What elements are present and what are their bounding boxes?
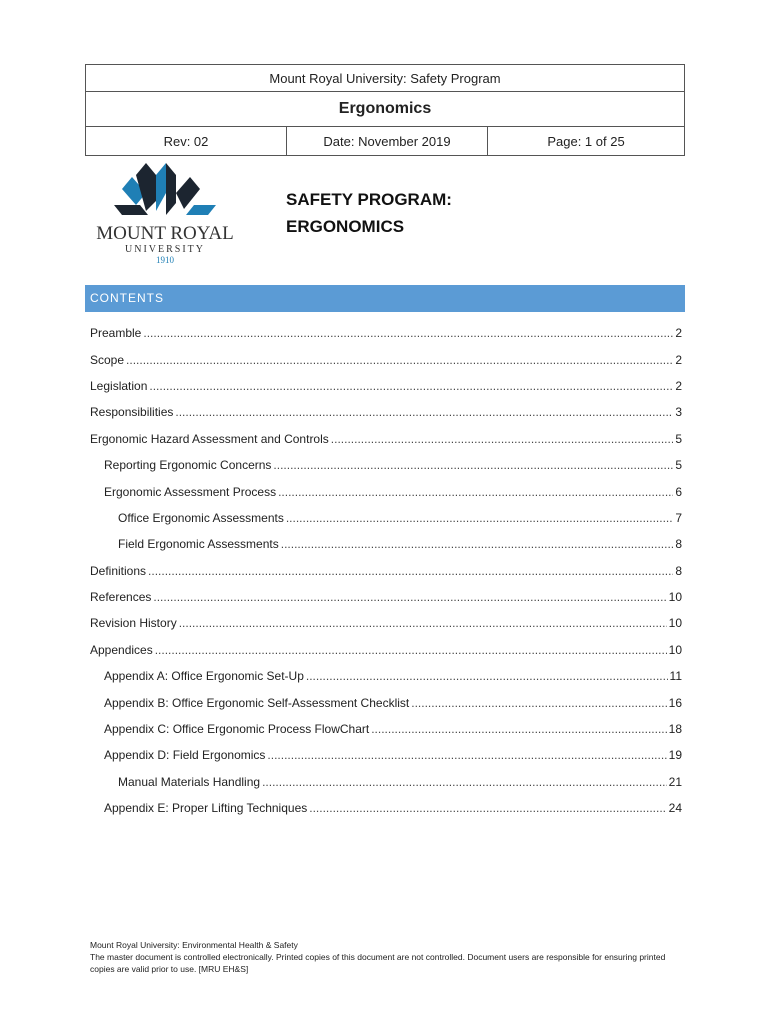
toc-entry[interactable] [90,478,682,504]
toc-label: Appendices [90,642,153,657]
toc-label: Appendix E: Proper Lifting Techniques [104,801,308,816]
toc-leader [306,669,668,683]
toc-page: 3 [675,405,682,420]
toc-label: Office Ergonomic Assessments [118,510,284,525]
toc-page: 11 [669,669,682,684]
toc-entry[interactable] [90,452,682,478]
toc-entry[interactable] [90,795,682,821]
toc-leader [155,643,667,657]
toc-leader [278,485,673,499]
toc-page: 5 [675,458,682,473]
toc-leader [331,432,674,446]
toc-label: Scope [90,352,125,367]
toc-leader [281,537,674,551]
toc-page: 7 [675,510,682,525]
toc-entry[interactable] [90,399,682,425]
toc-label: Appendix A: Office Ergonomic Set-Up [104,669,304,684]
title-line-1: SAFETY PROGRAM: [286,190,452,209]
toc-label: Revision History [90,616,177,631]
toc-label: Field Ergonomic Assessments [118,537,279,552]
toc-page: 8 [675,537,682,552]
toc-entry[interactable] [90,505,682,531]
toc-leader [262,775,667,789]
mru-logo [88,163,243,270]
document-title [286,186,452,240]
toc-entry[interactable] [90,584,682,610]
toc-entry[interactable] [90,742,682,768]
toc-entry[interactable] [90,558,682,584]
toc-leader [309,801,666,815]
svg-text:1910: 1910 [156,255,174,265]
footer-line-2: The master document is controlled electronically. Printed copies of this document are not controlled. Document users are responsible for ensuring printed copies are valid prior to use. [MRU EH&S] [90,952,666,974]
svg-text:UNIVERSITY: UNIVERSITY [125,244,205,255]
toc-page: 8 [675,563,682,578]
toc-page: 16 [668,695,682,710]
toc-label: Manual Materials Handling [118,774,261,789]
toc-label: Ergonomic Hazard Assessment and Controls [90,431,329,446]
title-line-2: ERGONOMICS [286,217,405,236]
toc-entry[interactable] [90,373,682,399]
toc-entry[interactable] [90,769,682,795]
toc-entry[interactable] [90,610,682,636]
toc-page: 19 [668,748,682,763]
toc-entry[interactable] [90,531,682,557]
header-page: Page: 1 of 25 [488,127,685,156]
toc-label: Appendix B: Office Ergonomic Self-Assessment Checklist [104,695,410,710]
toc-page: 2 [675,326,682,341]
header-table [85,64,685,156]
toc-entry[interactable] [90,637,682,663]
toc-page: 2 [675,352,682,367]
toc-label: Definitions [90,563,147,578]
header-doc-title: Ergonomics [86,92,685,127]
toc-label: Reporting Ergonomic Concerns [104,458,272,473]
toc-page: 24 [668,801,682,816]
toc-label: Appendix D: Field Ergonomics [104,748,266,763]
contents-label: CONTENTS [90,291,164,305]
toc-leader [148,564,673,578]
toc-label: References [90,590,152,605]
toc-leader [175,405,673,419]
toc-leader [149,379,673,393]
toc-leader [153,590,666,604]
footer-line-1: Mount Royal University: Environmental Health & Safety [90,940,298,950]
toc-page: 10 [668,590,682,605]
toc-label: Ergonomic Assessment Process [104,484,277,499]
toc-label: Appendix C: Office Ergonomic Process FlowChart [104,722,370,737]
toc-entry[interactable] [90,426,682,452]
header-date: Date: November 2019 [287,127,488,156]
toc-leader [267,748,666,762]
toc-entry[interactable] [90,689,682,715]
table-of-contents [90,320,682,821]
toc-page: 10 [668,642,682,657]
toc-leader [179,616,667,630]
toc-page: 21 [668,774,682,789]
toc-entry[interactable] [90,320,682,346]
header-org: Mount Royal University: Safety Program [86,65,685,92]
footer [90,939,680,975]
toc-leader [286,511,673,525]
toc-entry[interactable] [90,663,682,689]
toc-label: Legislation [90,378,148,393]
contents-heading [85,285,685,312]
toc-leader [273,458,673,472]
toc-page: 2 [675,378,682,393]
toc-entry[interactable] [90,716,682,742]
toc-page: 5 [675,431,682,446]
header-rev: Rev: 02 [86,127,287,156]
toc-page: 10 [668,616,682,631]
toc-label: Responsibilities [90,405,174,420]
toc-page: 6 [675,484,682,499]
toc-leader [371,722,666,736]
logo-text: MOUNT ROYAL [96,223,234,244]
toc-leader [411,696,666,710]
toc-label: Preamble [90,326,142,341]
toc-page: 18 [668,722,682,737]
toc-leader [143,326,673,340]
toc-leader [126,353,673,367]
toc-entry[interactable] [90,346,682,372]
